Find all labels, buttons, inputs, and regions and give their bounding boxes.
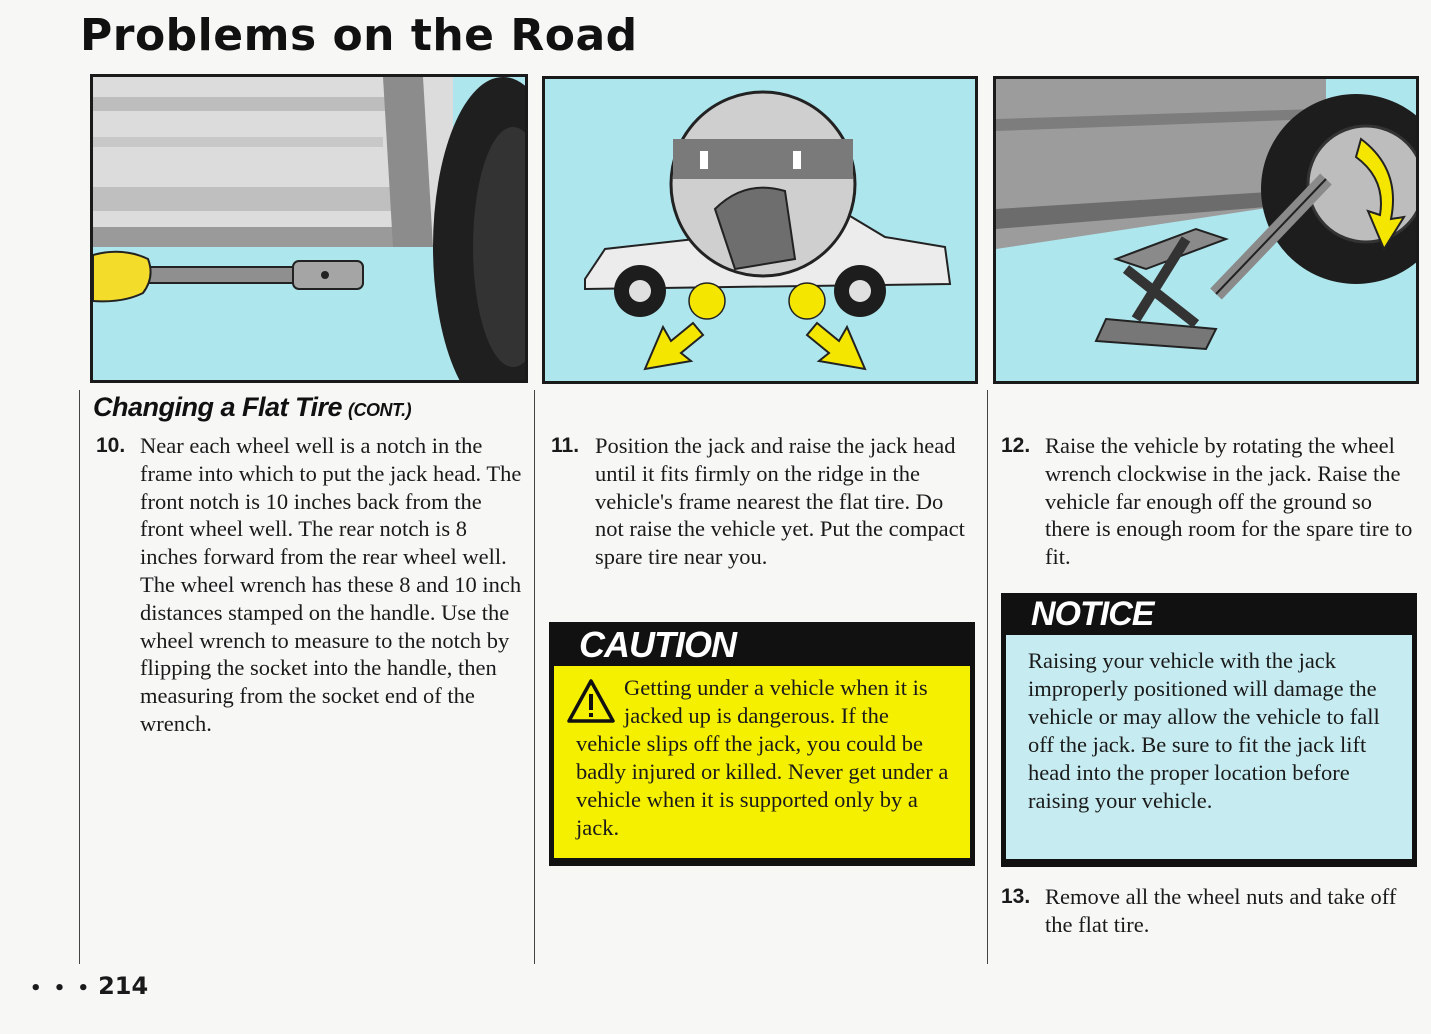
step-number: 13. <box>1001 885 1031 908</box>
caution-text: Getting under a vehicle when it is jacked up is dangerous. If the vehicle slips off the jack, you could be badly injured or killed. Never get under a vehicle when it is supported only by a jack. <box>576 675 949 840</box>
page-title: Problems on the Road <box>80 10 638 61</box>
section-continued: (CONT.) <box>348 400 412 420</box>
step-11 <box>551 432 971 571</box>
step-text: Remove all the wheel nuts and take off the flat tire. <box>1045 884 1397 937</box>
page-number-value: 214 <box>98 972 149 1000</box>
column-divider <box>987 390 988 964</box>
warning-triangle-icon <box>566 678 616 724</box>
step-text: Raise the vehicle by rotating the wheel wrench clockwise in the jack. Raise the vehicle far enough off the ground so there is enough room for the spare tire to fit. <box>1045 433 1413 570</box>
step-text: Near each wheel well is a notch in the frame into which to put the jack head. The front notch is 10 inches back from the front wheel well. The rear notch is 8 inches forward from the rear wheel well. The wheel wrench has these 8 and 10 inch distances stamped on the handle. Use the wheel wrench to measure to the notch by flipping the socket into the handle, then measuring from the socket end of the wrench. <box>140 433 522 736</box>
section-heading <box>93 392 411 423</box>
page-dots: • • • <box>30 978 93 999</box>
caution-box <box>549 622 975 866</box>
raise-vehicle-illustration <box>993 76 1419 384</box>
notice-title: NOTICE <box>1031 595 1154 633</box>
jack-position-illustration <box>542 76 978 384</box>
caution-body <box>554 666 970 858</box>
column-divider <box>79 390 80 964</box>
step-number: 10. <box>96 434 126 457</box>
notice-text: Raising your vehicle with the jack improperly positioned will damage the vehicle or may allow the vehicle to fall off the jack. Be sure to fit the jack lift head into the proper location before raising your vehicle. <box>1006 635 1412 859</box>
wheel-wrench-notch-illustration <box>90 74 528 383</box>
section-title: Changing a Flat Tire <box>93 392 343 422</box>
step-number: 11. <box>551 434 580 457</box>
step-10 <box>96 432 526 738</box>
step-12 <box>1001 432 1417 571</box>
notice-box <box>1001 593 1417 867</box>
caution-title: CAUTION <box>579 624 736 665</box>
step-text: Position the jack and raise the jack head until it fits firmly on the ridge in the vehicle's frame nearest the flat tire. Do not raise the vehicle yet. Put the compact spare tire near you. <box>595 433 965 570</box>
step-13 <box>1001 883 1417 939</box>
page-number <box>30 972 148 1000</box>
step-number: 12. <box>1001 434 1031 457</box>
column-divider <box>534 390 535 964</box>
